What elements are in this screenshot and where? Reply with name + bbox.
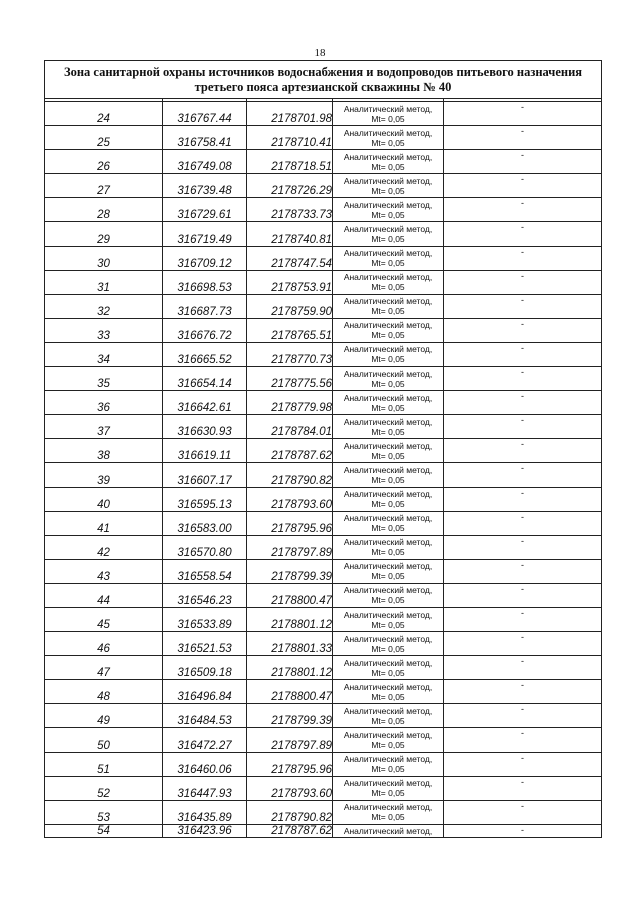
- method-label: Аналитический метод,: [343, 633, 433, 644]
- table-row: [45, 463, 602, 487]
- accuracy-label: Mt= 0,05: [371, 571, 405, 582]
- note-cell: -: [444, 824, 602, 837]
- table-title-line2: третьего пояса артезианской скважины № 40: [194, 79, 452, 94]
- accuracy-label: Mt= 0,05: [371, 234, 405, 245]
- coordinate-y: 2178801.12: [247, 607, 333, 631]
- method-cell: [333, 680, 444, 704]
- point-number: 49: [45, 704, 163, 728]
- method-cell: [333, 607, 444, 631]
- point-number: 33: [45, 318, 163, 342]
- point-number: 44: [45, 583, 163, 607]
- table-row: [45, 607, 602, 631]
- coordinate-x: 316607.17: [163, 463, 247, 487]
- note-cell: -: [444, 318, 602, 342]
- method-cell: [333, 535, 444, 559]
- coordinate-x: 316709.12: [163, 246, 247, 270]
- method-label: Аналитический метод,: [343, 778, 433, 789]
- coordinate-y: 2178801.33: [247, 632, 333, 656]
- coordinate-y: 2178759.90: [247, 294, 333, 318]
- coordinate-y: 2178775.56: [247, 367, 333, 391]
- method-label: Аналитический метод,: [343, 561, 433, 572]
- method-cell: [333, 318, 444, 342]
- coordinate-x: 316739.48: [163, 174, 247, 198]
- method-cell: [333, 656, 444, 680]
- table-row: [45, 246, 602, 270]
- table-row: [45, 656, 602, 680]
- method-cell: [333, 222, 444, 246]
- table-row: [45, 126, 602, 150]
- note-cell: -: [444, 487, 602, 511]
- method-label: Аналитический метод,: [343, 392, 433, 403]
- point-number: 45: [45, 607, 163, 631]
- point-number: 25: [45, 126, 163, 150]
- note-cell: -: [444, 198, 602, 222]
- method-label: Аналитический метод,: [343, 199, 433, 210]
- accuracy-label: Mt= 0,05: [371, 378, 405, 389]
- table-row: [45, 367, 602, 391]
- method-cell: [333, 246, 444, 270]
- table-title: [45, 61, 602, 99]
- coordinate-x: 316460.06: [163, 752, 247, 776]
- note-cell: -: [444, 415, 602, 439]
- coordinate-x: 316630.93: [163, 415, 247, 439]
- coordinate-y: 2178800.47: [247, 680, 333, 704]
- coordinate-y: 2178740.81: [247, 222, 333, 246]
- coordinate-x: 316423.96: [163, 824, 247, 837]
- coordinate-y: 2178733.73: [247, 198, 333, 222]
- coordinate-x: 316546.23: [163, 583, 247, 607]
- table-row: [45, 583, 602, 607]
- accuracy-label: Mt= 0,05: [371, 739, 405, 750]
- accuracy-label: Mt= 0,05: [371, 450, 405, 461]
- coordinate-x: 316676.72: [163, 318, 247, 342]
- point-number: 36: [45, 391, 163, 415]
- table-row: [45, 800, 602, 824]
- method-cell: [333, 150, 444, 174]
- note-cell: -: [444, 222, 602, 246]
- method-label: Аналитический метод,: [343, 127, 433, 138]
- accuracy-label: Mt= 0,05: [371, 499, 405, 510]
- method-label: Аналитический метод,: [343, 224, 433, 235]
- method-cell: [333, 511, 444, 535]
- coordinate-y: 2178784.01: [247, 415, 333, 439]
- coordinate-y: 2178787.62: [247, 824, 333, 837]
- table-row: [45, 535, 602, 559]
- coordinate-y: 2178787.62: [247, 439, 333, 463]
- coordinate-y: 2178799.39: [247, 704, 333, 728]
- table-row: [45, 222, 602, 246]
- method-label: Аналитический метод,: [343, 464, 433, 475]
- table-row: [45, 294, 602, 318]
- note-cell: -: [444, 367, 602, 391]
- coordinate-x: 316570.80: [163, 535, 247, 559]
- accuracy-label: Mt= 0,05: [371, 547, 405, 558]
- accuracy-label: Mt= 0,05: [371, 161, 405, 172]
- note-cell: -: [444, 511, 602, 535]
- accuracy-label: Mt= 0,05: [371, 595, 405, 606]
- accuracy-label: Mt= 0,05: [371, 402, 405, 413]
- point-number: 43: [45, 559, 163, 583]
- accuracy-label: Mt= 0,05: [371, 258, 405, 269]
- note-cell: -: [444, 342, 602, 366]
- point-number: 37: [45, 415, 163, 439]
- point-number: 28: [45, 198, 163, 222]
- table-row: [45, 102, 602, 126]
- table-row: [45, 391, 602, 415]
- method-cell: [333, 126, 444, 150]
- method-label: Аналитический метод,: [343, 320, 433, 331]
- method-cell: [333, 583, 444, 607]
- table-row: [45, 559, 602, 583]
- accuracy-label: Mt= 0,05: [371, 306, 405, 317]
- method-label: Аналитический метод,: [343, 754, 433, 765]
- method-label: Аналитический метод,: [343, 681, 433, 692]
- method-cell: [333, 800, 444, 824]
- coordinate-y: 2178795.96: [247, 752, 333, 776]
- note-cell: -: [444, 391, 602, 415]
- method-cell: [333, 391, 444, 415]
- note-cell: -: [444, 102, 602, 126]
- point-number: 26: [45, 150, 163, 174]
- point-number: 24: [45, 102, 163, 126]
- note-cell: -: [444, 583, 602, 607]
- method-label: Аналитический метод,: [343, 489, 433, 500]
- point-number: 35: [45, 367, 163, 391]
- coordinate-y: 2178753.91: [247, 270, 333, 294]
- point-number: 27: [45, 174, 163, 198]
- accuracy-label: Mt= 0,05: [371, 691, 405, 702]
- method-cell: [333, 102, 444, 126]
- method-label: Аналитический метод,: [343, 272, 433, 283]
- coordinate-y: 2178795.96: [247, 511, 333, 535]
- accuracy-label: Mt= 0,05: [371, 330, 405, 341]
- coordinate-x: 316687.73: [163, 294, 247, 318]
- note-cell: -: [444, 728, 602, 752]
- coordinate-y: 2178701.98: [247, 102, 333, 126]
- method-label: Аналитический метод,: [343, 151, 433, 162]
- method-cell: [333, 174, 444, 198]
- accuracy-label: Mt= 0,05: [371, 764, 405, 775]
- method-cell: [333, 487, 444, 511]
- point-number: 47: [45, 656, 163, 680]
- note-cell: -: [444, 439, 602, 463]
- method-cell: [333, 342, 444, 366]
- coordinate-x: 316619.11: [163, 439, 247, 463]
- table-row: [45, 174, 602, 198]
- method-cell: [333, 415, 444, 439]
- note-cell: -: [444, 174, 602, 198]
- coordinate-y: 2178801.12: [247, 656, 333, 680]
- method-label: Аналитический метод,: [343, 705, 433, 716]
- method-label: Аналитический метод,: [343, 440, 433, 451]
- accuracy-label: Mt= 0,05: [371, 474, 405, 485]
- coordinate-y: 2178797.89: [247, 728, 333, 752]
- method-label: Аналитический метод,: [343, 609, 433, 620]
- coordinate-x: 316698.53: [163, 270, 247, 294]
- table-row: [45, 439, 602, 463]
- coordinate-x: 316729.61: [163, 198, 247, 222]
- accuracy-label: Mt= 0,05: [371, 185, 405, 196]
- coordinate-x: 316719.49: [163, 222, 247, 246]
- point-number: 52: [45, 776, 163, 800]
- coordinate-x: 316435.89: [163, 800, 247, 824]
- note-cell: -: [444, 680, 602, 704]
- coordinate-y: 2178747.54: [247, 246, 333, 270]
- note-cell: -: [444, 632, 602, 656]
- coordinates-table: [44, 60, 602, 838]
- coordinate-x: 316484.53: [163, 704, 247, 728]
- coordinate-y: 2178800.47: [247, 583, 333, 607]
- coordinate-x: 316447.93: [163, 776, 247, 800]
- table-row: [45, 776, 602, 800]
- coordinate-y: 2178797.89: [247, 535, 333, 559]
- note-cell: -: [444, 535, 602, 559]
- table-row: [45, 704, 602, 728]
- method-cell: [333, 367, 444, 391]
- accuracy-label: Mt= 0,05: [371, 715, 405, 726]
- method-cell: [333, 198, 444, 222]
- accuracy-label: Mt= 0,05: [371, 426, 405, 437]
- note-cell: -: [444, 752, 602, 776]
- note-cell: -: [444, 294, 602, 318]
- coordinate-y: 2178726.29: [247, 174, 333, 198]
- point-number: 29: [45, 222, 163, 246]
- point-number: 31: [45, 270, 163, 294]
- table-row: [45, 728, 602, 752]
- table-row: [45, 198, 602, 222]
- point-number: 53: [45, 800, 163, 824]
- note-cell: -: [444, 270, 602, 294]
- method-cell: [333, 559, 444, 583]
- page-number: 18: [314, 47, 326, 59]
- table-row: [45, 415, 602, 439]
- coordinate-x: 316767.44: [163, 102, 247, 126]
- coordinate-x: 316558.54: [163, 559, 247, 583]
- table-row: [45, 270, 602, 294]
- coordinate-x: 316595.13: [163, 487, 247, 511]
- note-cell: -: [444, 559, 602, 583]
- note-cell: -: [444, 463, 602, 487]
- method-cell: [333, 728, 444, 752]
- method-cell: [333, 704, 444, 728]
- note-cell: -: [444, 800, 602, 824]
- coordinate-y: 2178710.41: [247, 126, 333, 150]
- accuracy-label: Mt= 0,05: [371, 643, 405, 654]
- note-cell: -: [444, 150, 602, 174]
- method-cell: [333, 439, 444, 463]
- coordinate-y: 2178790.82: [247, 463, 333, 487]
- coordinate-y: 2178770.73: [247, 342, 333, 366]
- method-label: Аналитический метод,: [343, 513, 433, 524]
- point-number: 30: [45, 246, 163, 270]
- accuracy-label: Mt= 0,05: [371, 619, 405, 630]
- coordinate-y: 2178765.51: [247, 318, 333, 342]
- coordinate-x: 316509.18: [163, 656, 247, 680]
- coordinate-y: 2178790.82: [247, 800, 333, 824]
- method-label: Аналитический метод,: [343, 729, 433, 740]
- note-cell: -: [444, 776, 602, 800]
- point-number: 42: [45, 535, 163, 559]
- point-number: 50: [45, 728, 163, 752]
- coordinate-x: 316521.53: [163, 632, 247, 656]
- note-cell: -: [444, 704, 602, 728]
- point-number: 48: [45, 680, 163, 704]
- method-label: Аналитический метод,: [343, 344, 433, 355]
- table-row: [45, 752, 602, 776]
- coordinate-x: 316472.27: [163, 728, 247, 752]
- accuracy-label: Mt= 0,05: [371, 209, 405, 220]
- method-label: Аналитический метод,: [343, 657, 433, 668]
- accuracy-label: Mt= 0,05: [371, 137, 405, 148]
- method-cell: [333, 632, 444, 656]
- table-row: [45, 342, 602, 366]
- coordinate-x: 316758.41: [163, 126, 247, 150]
- table-row: [45, 150, 602, 174]
- accuracy-label: Mt= 0,05: [371, 812, 405, 823]
- coordinate-x: 316496.84: [163, 680, 247, 704]
- coordinate-x: 316749.08: [163, 150, 247, 174]
- method-cell: [333, 776, 444, 800]
- point-number: 41: [45, 511, 163, 535]
- accuracy-label: Mt= 0,05: [371, 354, 405, 365]
- method-label: Аналитический метод,: [343, 248, 433, 259]
- method-cell: [333, 463, 444, 487]
- table-row-last: [45, 824, 602, 837]
- accuracy-label: Mt= 0,05: [371, 788, 405, 799]
- method-label: Аналитический метод,: [343, 802, 433, 813]
- note-cell: -: [444, 656, 602, 680]
- method-label: Аналитический метод,: [343, 585, 433, 596]
- table-title-line1: Зона санитарной охраны источников водоснабжения и водопроводов питьевого назначения: [63, 64, 583, 79]
- accuracy-label: Mt= 0,05: [371, 523, 405, 534]
- note-cell: -: [444, 126, 602, 150]
- method-label: Аналитический метод,: [343, 368, 433, 379]
- coordinate-y: 2178718.51: [247, 150, 333, 174]
- accuracy-label: Mt= 0,05: [371, 667, 405, 678]
- table-row: [45, 680, 602, 704]
- table-row: [45, 511, 602, 535]
- table-header-row: [45, 61, 602, 99]
- point-number: 39: [45, 463, 163, 487]
- point-number: 54: [45, 824, 163, 837]
- point-number: 46: [45, 632, 163, 656]
- coordinate-y: 2178793.60: [247, 487, 333, 511]
- table-row: [45, 487, 602, 511]
- table-row: [45, 632, 602, 656]
- method-label: Аналитический метод,: [343, 103, 433, 114]
- method-cell: [333, 294, 444, 318]
- method-label: Аналитический метод,: [343, 537, 433, 548]
- method-cell: Аналитический метод,: [333, 824, 444, 837]
- method-label: Аналитический метод,: [343, 296, 433, 307]
- method-cell: [333, 270, 444, 294]
- point-number: 51: [45, 752, 163, 776]
- point-number: 34: [45, 342, 163, 366]
- coordinate-x: 316642.61: [163, 391, 247, 415]
- coordinate-y: 2178793.60: [247, 776, 333, 800]
- point-number: 40: [45, 487, 163, 511]
- coordinate-x: 316533.89: [163, 607, 247, 631]
- coordinate-x: 316665.52: [163, 342, 247, 366]
- note-cell: -: [444, 246, 602, 270]
- coordinate-y: 2178779.98: [247, 391, 333, 415]
- table-row: [45, 318, 602, 342]
- accuracy-label: Mt= 0,05: [371, 282, 405, 293]
- method-cell: [333, 752, 444, 776]
- note-cell: -: [444, 607, 602, 631]
- coordinate-x: 316583.00: [163, 511, 247, 535]
- coordinate-y: 2178799.39: [247, 559, 333, 583]
- method-label: Аналитический метод,: [343, 175, 433, 186]
- accuracy-label: Mt= 0,05: [371, 113, 405, 124]
- method-label: Аналитический метод,: [343, 416, 433, 427]
- point-number: 38: [45, 439, 163, 463]
- point-number: 32: [45, 294, 163, 318]
- coordinate-x: 316654.14: [163, 367, 247, 391]
